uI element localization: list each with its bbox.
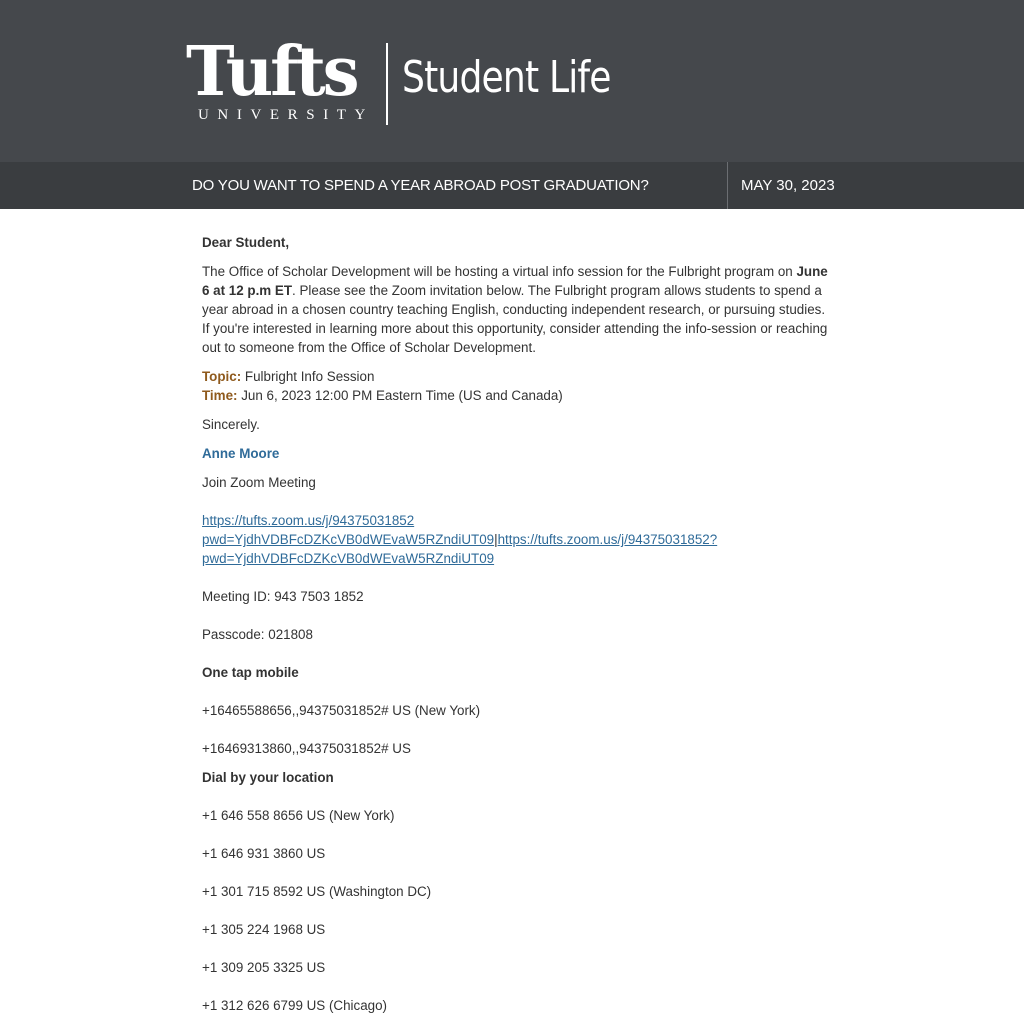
intro-text: The Office of Scholar Development will be hosting a virtual info session for the Fulbright program on: [202, 264, 797, 279]
header-banner: [0, 0, 1024, 162]
join-zoom-label: Join Zoom Meeting: [202, 475, 316, 490]
dial-number: +1 305 224 1968 US: [202, 922, 326, 937]
dial-number: +1 309 205 3325 US: [202, 960, 326, 975]
closing: Sincerely.: [202, 417, 260, 432]
passcode: Passcode: 021808: [202, 627, 313, 642]
one-tap-number: +16469313860,,94375031852# US: [202, 741, 411, 756]
link-separator: |: [494, 532, 498, 547]
zoom-links: [202, 511, 828, 568]
logo-wordmark: Tufts: [186, 32, 357, 112]
session-datetime: June 6 at 12 p.m ET: [202, 264, 828, 298]
one-tap-heading: One tap mobile: [202, 665, 299, 680]
logo-subtitle: UNIVERSITY: [198, 107, 374, 123]
topic-label: Topic:: [202, 369, 242, 384]
topic-value: Fulbright Info Session: [241, 369, 375, 384]
dial-heading: Dial by your location: [202, 770, 334, 785]
subject-divider: [727, 162, 728, 209]
one-tap-number: +16465588656,,94375031852# US (New York): [202, 703, 481, 718]
meeting-details: [202, 367, 828, 405]
time-label: Time:: [202, 388, 238, 403]
logo-divider: [386, 43, 388, 125]
dial-number: +1 646 931 3860 US: [202, 846, 326, 861]
time-value: Jun 6, 2023 12:00 PM Eastern Time (US and Canada): [237, 388, 563, 403]
zoom-link[interactable]: https://tufts.zoom.us/j/94375031852 pwd=YjdhVDBFcDZKcVB0dWEvaW5RZndiUT09: [202, 513, 495, 547]
intro-text-rest: . Please see the Zoom invitation below. The Fulbright program allows students to spend a year abroad in a chosen country teaching English, conducting independent research, or pursuing studies. If you're interested in learning more about this opportunity, consider attending the info-session or reaching out to someone from the Office of Scholar Development.: [202, 283, 828, 355]
dial-number: +1 312 626 6799 US (Chicago): [202, 998, 387, 1013]
email-date: MAY 30, 2023: [741, 177, 835, 194]
meeting-id: Meeting ID: 943 7503 1852: [202, 589, 364, 604]
subject-bar: [0, 162, 1024, 209]
zoom-link-alt[interactable]: https://tufts.zoom.us/j/94375031852? pwd=YjdhVDBFcDZKcVB0dWEvaW5RZndiUT09: [202, 532, 718, 566]
dial-number: +1 301 715 8592 US (Washington DC): [202, 884, 432, 899]
dial-number: +1 646 558 8656 US (New York): [202, 808, 395, 823]
email-body: [202, 233, 828, 1025]
greeting: Dear Student,: [202, 235, 290, 250]
email-subject: DO YOU WANT TO SPEND A YEAR ABROAD POST GRADUATION?: [192, 177, 649, 194]
section-name: Student Life: [402, 52, 611, 103]
intro-paragraph: [202, 262, 828, 357]
signer-name: Anne Moore: [202, 446, 280, 461]
